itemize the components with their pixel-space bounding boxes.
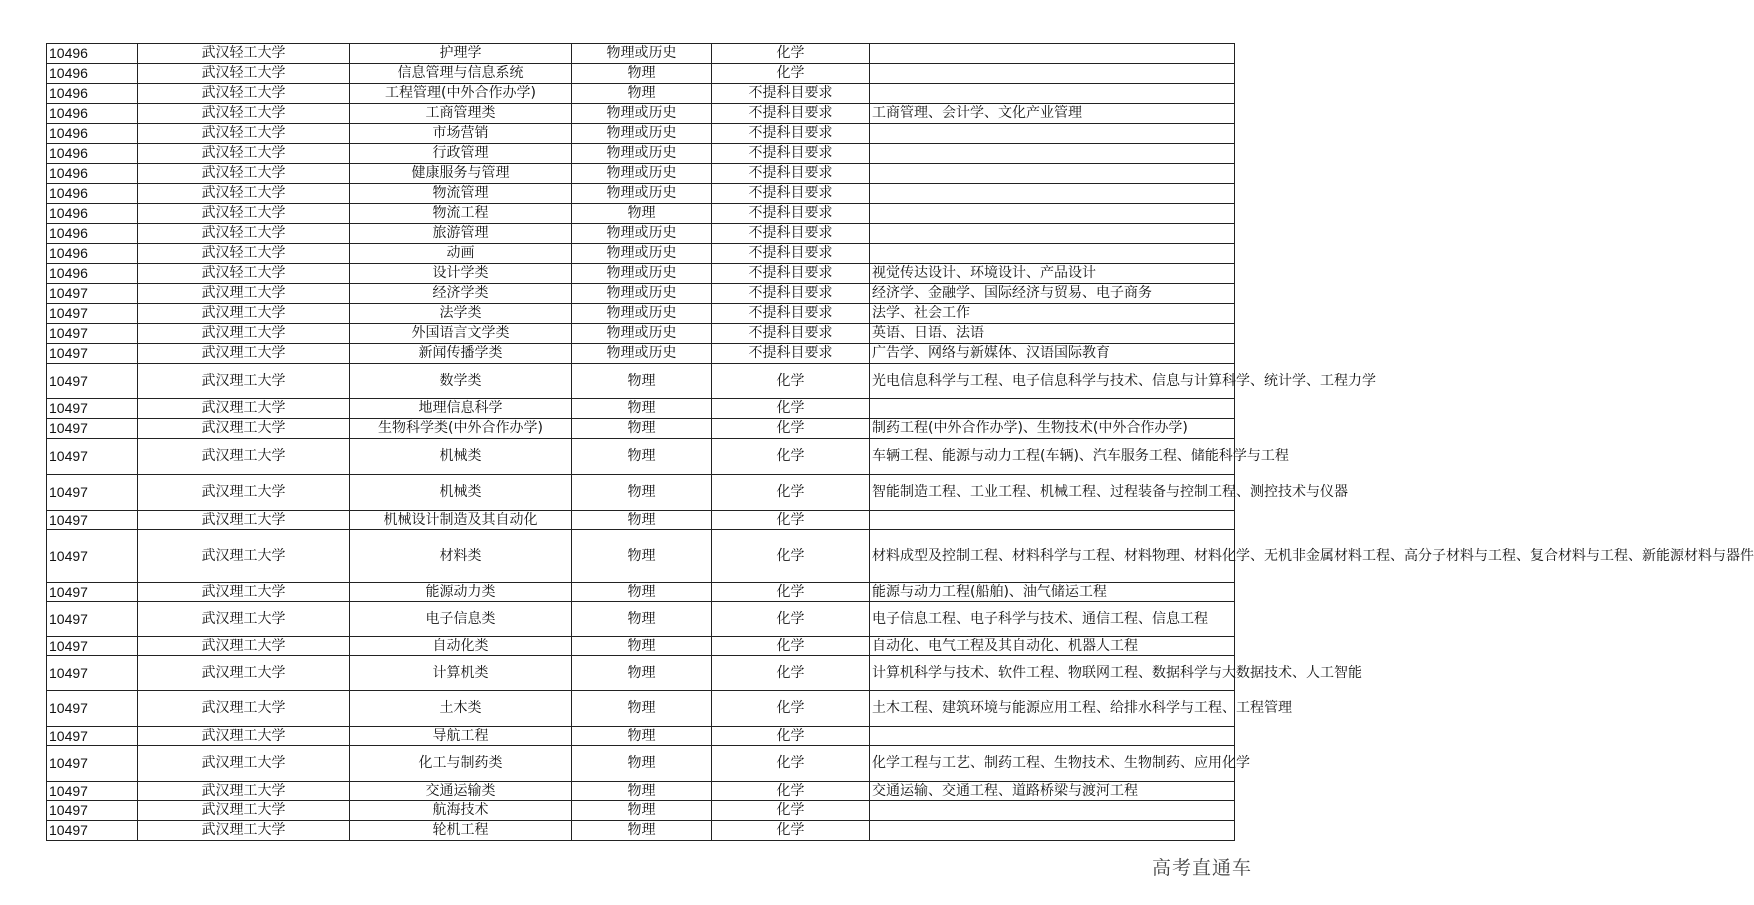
cell-school: 武汉轻工大学 (138, 64, 350, 84)
cell-code: 10497 (47, 746, 138, 782)
cell-second: 不提科目要求 (712, 304, 870, 324)
table-row (47, 364, 1235, 399)
cell-note: 视觉传达设计、环境设计、产品设计 (870, 264, 1235, 284)
cell-school: 武汉理工大学 (138, 583, 350, 602)
cell-first: 物理 (572, 419, 712, 439)
cell-second: 不提科目要求 (712, 324, 870, 344)
cell-note (870, 164, 1235, 184)
cell-second: 化学 (712, 583, 870, 602)
footer-brand-watermark: 高考直通车 (1151, 857, 1252, 879)
cell-major: 护理学 (350, 44, 572, 64)
cell-code: 10496 (47, 104, 138, 124)
cell-first: 物理 (572, 84, 712, 104)
cell-major: 数学类 (350, 364, 572, 399)
cell-major: 材料类 (350, 530, 572, 583)
cell-major: 外国语言文学类 (350, 324, 572, 344)
cell-note: 广告学、网络与新媒体、汉语国际教育 (870, 344, 1235, 364)
cell-second: 不提科目要求 (712, 344, 870, 364)
cell-second: 化学 (712, 419, 870, 439)
cell-first: 物理或历史 (572, 184, 712, 204)
cell-note: 英语、日语、法语 (870, 324, 1235, 344)
cell-major: 工商管理类 (350, 104, 572, 124)
cell-second: 化学 (712, 691, 870, 727)
cell-school: 武汉理工大学 (138, 746, 350, 782)
major-requirements-table (46, 43, 1754, 841)
cell-note: 车辆工程、能源与动力工程(车辆)、汽车服务工程、储能科学与工程 (870, 439, 1235, 475)
table-row (47, 727, 1235, 746)
cell-code: 10497 (47, 324, 138, 344)
cell-note: 能源与动力工程(船舶)、油气储运工程 (870, 583, 1235, 602)
cell-note (870, 399, 1235, 419)
cell-major: 生物科学类(中外合作办学) (350, 419, 572, 439)
cell-code: 10497 (47, 821, 138, 841)
cell-second: 化学 (712, 727, 870, 746)
cell-code: 10497 (47, 364, 138, 399)
cell-code: 10496 (47, 84, 138, 104)
cell-code: 10497 (47, 419, 138, 439)
cell-code: 10497 (47, 727, 138, 746)
cell-school: 武汉轻工大学 (138, 84, 350, 104)
cell-first: 物理 (572, 602, 712, 637)
cell-note (870, 204, 1235, 224)
table-row (47, 656, 1235, 691)
cell-school: 武汉轻工大学 (138, 204, 350, 224)
table-row (47, 583, 1235, 602)
cell-second: 化学 (712, 511, 870, 530)
cell-first: 物理或历史 (572, 164, 712, 184)
cell-major: 自动化类 (350, 637, 572, 656)
cell-second: 不提科目要求 (712, 144, 870, 164)
table-row (47, 399, 1235, 419)
cell-school: 武汉理工大学 (138, 439, 350, 475)
cell-code: 10497 (47, 656, 138, 691)
cell-first: 物理或历史 (572, 224, 712, 244)
cell-second: 化学 (712, 364, 870, 399)
cell-major: 地理信息科学 (350, 399, 572, 419)
cell-note (870, 224, 1235, 244)
cell-first: 物理 (572, 530, 712, 583)
cell-major: 机械类 (350, 475, 572, 511)
cell-major: 法学类 (350, 304, 572, 324)
cell-code: 10497 (47, 602, 138, 637)
table-row (47, 782, 1235, 801)
cell-second: 不提科目要求 (712, 284, 870, 304)
cell-first: 物理或历史 (572, 344, 712, 364)
cell-first: 物理或历史 (572, 44, 712, 64)
cell-major: 土木类 (350, 691, 572, 727)
cell-second: 化学 (712, 64, 870, 84)
cell-note: 交通运输、交通工程、道路桥梁与渡河工程 (870, 782, 1235, 801)
cell-school: 武汉轻工大学 (138, 184, 350, 204)
cell-first: 物理或历史 (572, 104, 712, 124)
cell-major: 化工与制药类 (350, 746, 572, 782)
cell-note: 智能制造工程、工业工程、机械工程、过程装备与控制工程、测控技术与仪器 (870, 475, 1235, 511)
cell-code: 10497 (47, 344, 138, 364)
cell-first: 物理 (572, 439, 712, 475)
cell-code: 10496 (47, 244, 138, 264)
cell-major: 轮机工程 (350, 821, 572, 841)
cell-code: 10496 (47, 124, 138, 144)
cell-school: 武汉理工大学 (138, 399, 350, 419)
table-row (47, 84, 1235, 104)
cell-major: 物流工程 (350, 204, 572, 224)
cell-major: 导航工程 (350, 727, 572, 746)
cell-school: 武汉理工大学 (138, 637, 350, 656)
cell-first: 物理 (572, 399, 712, 419)
cell-first: 物理 (572, 364, 712, 399)
cell-note: 计算机科学与技术、软件工程、物联网工程、数据科学与大数据技术、人工智能 (870, 656, 1235, 691)
cell-note (870, 244, 1235, 264)
cell-major: 能源动力类 (350, 583, 572, 602)
cell-second: 不提科目要求 (712, 164, 870, 184)
cell-note (870, 44, 1235, 64)
cell-school: 武汉理工大学 (138, 821, 350, 841)
cell-second: 化学 (712, 801, 870, 821)
cell-major: 电子信息类 (350, 602, 572, 637)
cell-first: 物理 (572, 475, 712, 511)
cell-major: 新闻传播学类 (350, 344, 572, 364)
cell-note: 自动化、电气工程及其自动化、机器人工程 (870, 637, 1235, 656)
cell-major: 设计学类 (350, 264, 572, 284)
cell-second: 不提科目要求 (712, 244, 870, 264)
cell-second: 化学 (712, 530, 870, 583)
cell-major: 物流管理 (350, 184, 572, 204)
cell-first: 物理 (572, 204, 712, 224)
table-row (47, 244, 1235, 264)
cell-note: 制药工程(中外合作办学)、生物技术(中外合作办学) (870, 419, 1235, 439)
cell-first: 物理 (572, 746, 712, 782)
cell-code: 10496 (47, 184, 138, 204)
cell-code: 10497 (47, 691, 138, 727)
table-row (47, 419, 1235, 439)
cell-major: 信息管理与信息系统 (350, 64, 572, 84)
cell-first: 物理或历史 (572, 244, 712, 264)
table-row (47, 224, 1235, 244)
cell-code: 10496 (47, 164, 138, 184)
cell-school: 武汉理工大学 (138, 419, 350, 439)
cell-code: 10496 (47, 44, 138, 64)
cell-note (870, 64, 1235, 84)
cell-major: 旅游管理 (350, 224, 572, 244)
table-row (47, 821, 1235, 841)
cell-code: 10497 (47, 399, 138, 419)
table-row (47, 602, 1235, 637)
cell-second: 化学 (712, 637, 870, 656)
cell-school: 武汉理工大学 (138, 511, 350, 530)
cell-second: 化学 (712, 782, 870, 801)
table-row (47, 439, 1235, 475)
cell-code: 10497 (47, 439, 138, 475)
cell-code: 10496 (47, 64, 138, 84)
cell-code: 10497 (47, 475, 138, 511)
cell-code: 10496 (47, 224, 138, 244)
cell-code: 10497 (47, 782, 138, 801)
cell-second: 不提科目要求 (712, 104, 870, 124)
table-row (47, 304, 1235, 324)
cell-major: 健康服务与管理 (350, 164, 572, 184)
cell-second: 化学 (712, 602, 870, 637)
cell-first: 物理 (572, 691, 712, 727)
cell-first: 物理 (572, 727, 712, 746)
cell-school: 武汉轻工大学 (138, 264, 350, 284)
table-row (47, 746, 1235, 782)
cell-first: 物理 (572, 64, 712, 84)
cell-school: 武汉理工大学 (138, 782, 350, 801)
cell-school: 武汉轻工大学 (138, 244, 350, 264)
cell-second: 不提科目要求 (712, 204, 870, 224)
table-row (47, 164, 1235, 184)
table-row (47, 104, 1235, 124)
cell-note (870, 84, 1235, 104)
cell-major: 机械设计制造及其自动化 (350, 511, 572, 530)
cell-major: 交通运输类 (350, 782, 572, 801)
cell-code: 10497 (47, 284, 138, 304)
cell-note (870, 801, 1235, 821)
cell-second: 不提科目要求 (712, 124, 870, 144)
cell-note (870, 821, 1235, 841)
cell-second: 化学 (712, 821, 870, 841)
cell-school: 武汉轻工大学 (138, 224, 350, 244)
cell-second: 不提科目要求 (712, 184, 870, 204)
cell-code: 10497 (47, 583, 138, 602)
table-row (47, 511, 1235, 530)
table-row (47, 691, 1235, 727)
cell-school: 武汉理工大学 (138, 727, 350, 746)
table-row (47, 264, 1235, 284)
cell-school: 武汉理工大学 (138, 284, 350, 304)
table-row (47, 124, 1235, 144)
cell-school: 武汉轻工大学 (138, 144, 350, 164)
cell-first: 物理或历史 (572, 304, 712, 324)
cell-major: 航海技术 (350, 801, 572, 821)
table-row (47, 637, 1235, 656)
cell-school: 武汉理工大学 (138, 324, 350, 344)
table-row (47, 184, 1235, 204)
cell-school: 武汉理工大学 (138, 475, 350, 511)
cell-second: 化学 (712, 746, 870, 782)
cell-note (870, 727, 1235, 746)
cell-note: 光电信息科学与工程、电子信息科学与技术、信息与计算科学、统计学、工程力学 (870, 364, 1235, 399)
cell-major: 计算机类 (350, 656, 572, 691)
cell-note: 材料成型及控制工程、材料科学与工程、材料物理、材料化学、无机非金属材料工程、高分子材料与工程、复合材料与工程、新能源材料与器件 (870, 530, 1235, 583)
cell-note: 经济学、金融学、国际经济与贸易、电子商务 (870, 284, 1235, 304)
cell-school: 武汉理工大学 (138, 304, 350, 324)
cell-code: 10497 (47, 801, 138, 821)
cell-code: 10496 (47, 144, 138, 164)
cell-second: 化学 (712, 399, 870, 419)
cell-note (870, 184, 1235, 204)
cell-first: 物理或历史 (572, 144, 712, 164)
cell-school: 武汉理工大学 (138, 602, 350, 637)
table-row (47, 530, 1235, 583)
cell-school: 武汉轻工大学 (138, 44, 350, 64)
cell-second: 不提科目要求 (712, 84, 870, 104)
table-row (47, 64, 1235, 84)
cell-second: 化学 (712, 475, 870, 511)
cell-first: 物理或历史 (572, 284, 712, 304)
table-body (47, 44, 1754, 841)
cell-school: 武汉理工大学 (138, 691, 350, 727)
cell-major: 工程管理(中外合作办学) (350, 84, 572, 104)
cell-note: 电子信息工程、电子科学与技术、通信工程、信息工程 (870, 602, 1235, 637)
cell-major: 机械类 (350, 439, 572, 475)
cell-first: 物理 (572, 801, 712, 821)
cell-school: 武汉理工大学 (138, 364, 350, 399)
cell-school: 武汉理工大学 (138, 801, 350, 821)
cell-code: 10497 (47, 637, 138, 656)
cell-school: 武汉理工大学 (138, 656, 350, 691)
cell-second: 化学 (712, 44, 870, 64)
cell-first: 物理或历史 (572, 264, 712, 284)
cell-major: 行政管理 (350, 144, 572, 164)
cell-first: 物理 (572, 511, 712, 530)
table-row (47, 144, 1235, 164)
cell-first: 物理 (572, 782, 712, 801)
cell-note: 工商管理、会计学、文化产业管理 (870, 104, 1235, 124)
table-row (47, 204, 1235, 224)
cell-code: 10497 (47, 511, 138, 530)
cell-note: 土木工程、建筑环境与能源应用工程、给排水科学与工程、工程管理 (870, 691, 1235, 727)
cell-second: 不提科目要求 (712, 224, 870, 244)
table-row (47, 324, 1235, 344)
cell-first: 物理或历史 (572, 324, 712, 344)
cell-note: 法学、社会工作 (870, 304, 1235, 324)
cell-note (870, 124, 1235, 144)
cell-major: 动画 (350, 244, 572, 264)
table-row (47, 475, 1235, 511)
cell-first: 物理 (572, 637, 712, 656)
cell-code: 10496 (47, 204, 138, 224)
cell-major: 经济学类 (350, 284, 572, 304)
cell-first: 物理或历史 (572, 124, 712, 144)
cell-code: 10496 (47, 264, 138, 284)
cell-first: 物理 (572, 656, 712, 691)
cell-second: 不提科目要求 (712, 264, 870, 284)
cell-school: 武汉轻工大学 (138, 164, 350, 184)
cell-school: 武汉轻工大学 (138, 124, 350, 144)
cell-school: 武汉理工大学 (138, 530, 350, 583)
cell-major: 市场营销 (350, 124, 572, 144)
cell-first: 物理 (572, 821, 712, 841)
table-row (47, 44, 1235, 64)
table-row (47, 284, 1235, 304)
cell-code: 10497 (47, 530, 138, 583)
cell-note (870, 144, 1235, 164)
table-row (47, 801, 1235, 821)
cell-note (870, 511, 1235, 530)
cell-school: 武汉轻工大学 (138, 104, 350, 124)
cell-second: 化学 (712, 656, 870, 691)
table-row (47, 344, 1235, 364)
cell-note: 化学工程与工艺、制药工程、生物技术、生物制药、应用化学 (870, 746, 1235, 782)
cell-first: 物理 (572, 583, 712, 602)
cell-school: 武汉理工大学 (138, 344, 350, 364)
cell-second: 化学 (712, 439, 870, 475)
cell-code: 10497 (47, 304, 138, 324)
